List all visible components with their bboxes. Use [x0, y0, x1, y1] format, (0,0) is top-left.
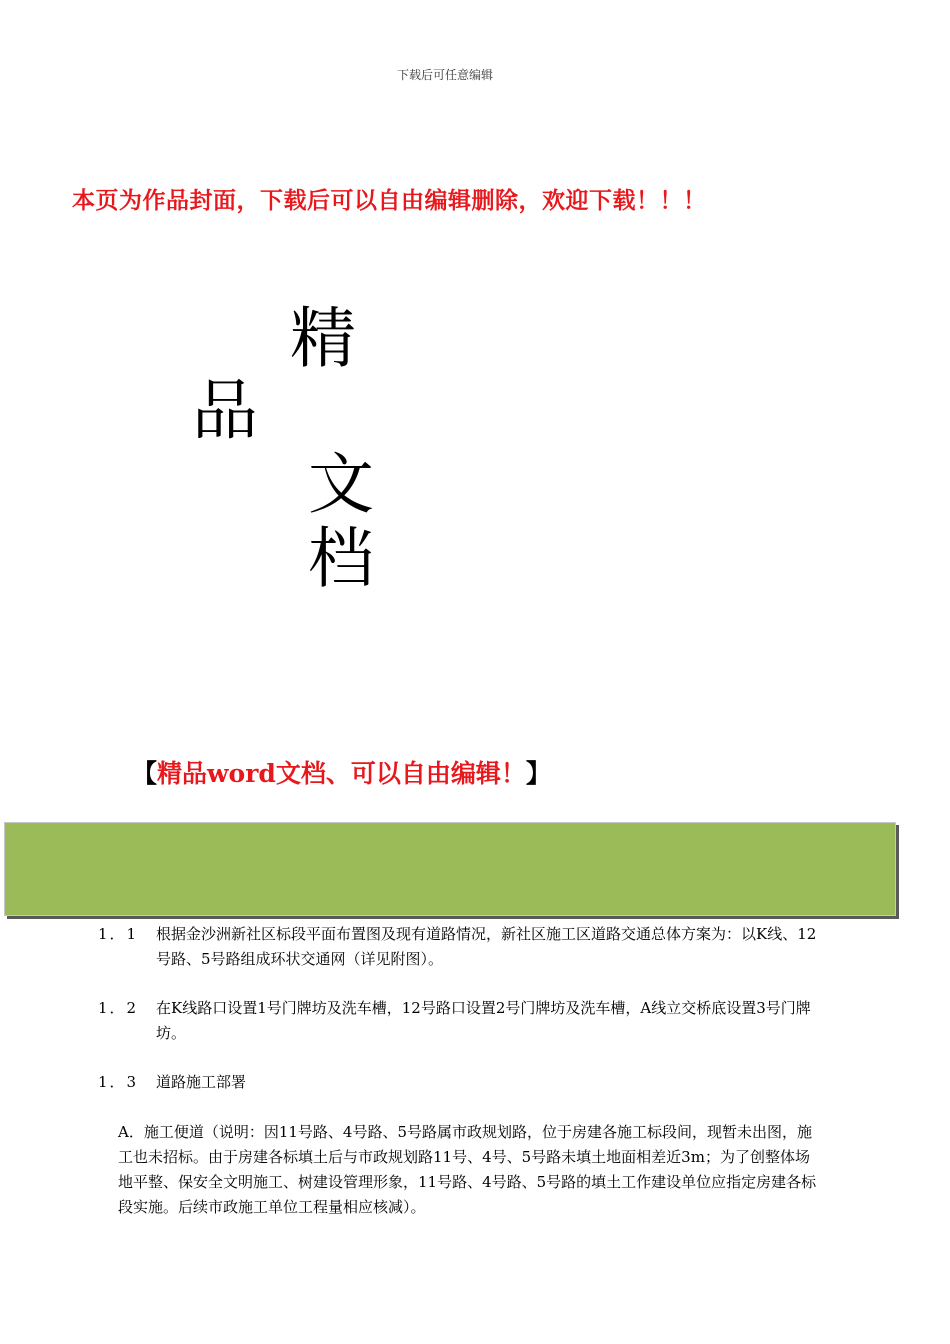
promo-close-bracket: 】 [525, 759, 551, 788]
section-text: 根据金沙洲新社区标段平面布置图及现有道路情况，新社区施工区道路交通总体方案为：以K线、12号路、5号路组成环状交通网（详见附图）。 [156, 925, 817, 968]
green-banner-panel [4, 822, 896, 916]
section-1-3 [98, 1070, 828, 1095]
cover-notice: 本页为作品封面，下载后可以自由编辑删除，欢迎下载！！！ [72, 188, 707, 214]
title-char-pin: 品 [192, 372, 258, 449]
section-number: 1．3 [98, 1073, 139, 1091]
promo-text: 精品word文档、可以自由编辑！ [157, 759, 526, 788]
subsection-a-paragraph: A．施工便道（说明：因11号路、4号路、5号路属市政规划路，位于房建各施工标段间，现暂未出图，施工也未招标。由于房建各标填土后与市政规划路11号、4号、5号路未填土地面相差近3m；为了创整体场地平整、保安全文明施工、树建设管理形象，11号路、4号路、5号路的填土工作建设单位应指定房建各标段实施。后续市政施工单位工程量相应核减）。 [118, 1123, 817, 1216]
section-number: 1．1 [98, 925, 139, 943]
promo-line [132, 754, 551, 790]
title-char-wen: 文 [308, 446, 374, 523]
promo-open-bracket: 【 [132, 759, 158, 788]
section-1-2 [98, 996, 828, 1046]
title-char-jing: 精 [290, 300, 356, 377]
section-number: 1．2 [98, 999, 139, 1017]
section-text: 道路施工部署 [156, 1073, 247, 1091]
section-1-1 [98, 922, 828, 972]
section-text: 在K线路口设置1号门牌坊及洗车槽，12号路口设置2号门牌坊及洗车槽，A线立交桥底设置3号门牌坊。 [156, 999, 811, 1042]
page-header-note: 下载后可任意编辑 [396, 68, 493, 82]
title-char-dang: 档 [308, 520, 374, 597]
